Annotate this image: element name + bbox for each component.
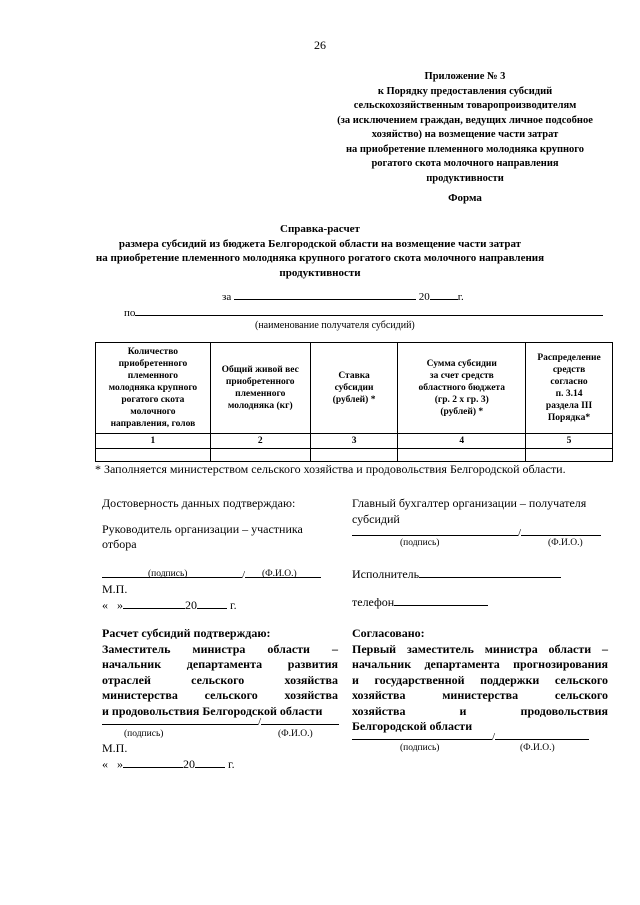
chief-fio: (Ф.И.О.) — [548, 538, 583, 548]
agreed-line: хозяйства и продовольствия — [352, 703, 608, 718]
table-cell[interactable] — [398, 449, 526, 462]
calc-date-blank[interactable] — [123, 756, 183, 768]
confirm-label: Достоверность данных подтверждаю: — [102, 496, 296, 510]
header-cell: Количество приобретенного племенного молодняка крупного рогатого скота молочного направления, голов — [96, 343, 211, 434]
calc-heading: Расчет субсидий подтверждаю: — [102, 626, 271, 640]
calc-signature-line: / — [102, 713, 339, 728]
appendix-line: (за исключением граждан, ведущих личное подсобное — [337, 114, 593, 126]
agreed-fio-blank[interactable] — [495, 728, 589, 740]
agreed-line: Белгородской области — [352, 719, 473, 733]
head-line: отбора — [102, 537, 137, 551]
head-date-blank[interactable] — [123, 597, 185, 609]
title-line: продуктивности — [279, 266, 361, 279]
phone-line: телефон — [352, 594, 488, 611]
chief-signature-blank[interactable] — [352, 524, 518, 536]
agreed-line: и государственной поддержки сельского — [352, 672, 608, 687]
agreed-fio: (Ф.И.О.) — [520, 743, 555, 753]
calc-line: начальник департамента развития — [102, 657, 338, 671]
head-year-blank[interactable] — [197, 597, 227, 609]
appendix-line: к Порядку предоставления субсидий — [377, 85, 553, 97]
chief-line: Главный бухгалтер организации – получателя — [352, 496, 587, 510]
agreed-podpis: (подпись) — [400, 743, 440, 753]
table-cell[interactable] — [526, 449, 613, 462]
column-number: 3 — [310, 434, 398, 449]
header-cell: Распределение средств согласно п. 3.14 раздела III Порядка* — [526, 343, 613, 434]
calc-date: « » 20 г. — [102, 757, 235, 771]
period-g: г. — [457, 291, 464, 303]
head-signature-line: / — [102, 566, 321, 581]
agreed-block — [352, 626, 608, 735]
appendix-header — [300, 70, 630, 186]
head-date: « » 20 г. — [102, 598, 237, 612]
table-number-row — [96, 434, 613, 449]
period-blank[interactable] — [234, 288, 416, 300]
recipient-line — [124, 304, 603, 319]
appendix-line: рогатого скота молочного направления — [371, 158, 559, 169]
period-line — [222, 288, 464, 303]
recipient-blank[interactable] — [135, 304, 603, 316]
calc-block — [102, 626, 338, 719]
table-cell[interactable] — [96, 449, 211, 462]
calc-fio: (Ф.И.О.) — [278, 729, 313, 739]
confirm-block — [102, 496, 342, 553]
chief-block — [352, 496, 622, 527]
subsidy-table — [95, 342, 613, 462]
agreed-line: Первый заместитель министра области – — [352, 641, 608, 656]
calc-line: Заместитель министра области – — [102, 641, 338, 656]
appendix-line: на приобретение племенного молодняка крупного — [345, 143, 585, 155]
period-za: за — [222, 291, 232, 303]
calc-podpis: (подпись) — [124, 729, 164, 739]
executor-blank[interactable] — [419, 566, 561, 578]
head-podpis: (подпись) — [148, 569, 188, 579]
table-cell[interactable] — [210, 449, 310, 462]
agreed-line: хозяйства министерства сельского — [352, 688, 608, 702]
page-number: 26 — [314, 38, 326, 52]
table-row — [96, 449, 613, 462]
agreed-line: начальник департамента прогнозирования — [352, 657, 608, 671]
title-line: размера субсидий из бюджета Белгородской области на возмещение части затрат — [118, 237, 522, 250]
calc-mp: М.П. — [102, 741, 128, 755]
column-number: 4 — [398, 434, 526, 449]
title-line: Справка-расчет — [280, 223, 360, 235]
phone-blank[interactable] — [394, 594, 488, 606]
agreed-heading: Согласовано: — [352, 626, 425, 640]
appendix-line: Приложение № 3 — [424, 71, 506, 82]
calc-line: министерства сельского хозяйства — [102, 688, 338, 702]
table-header-row — [96, 343, 613, 434]
chief-podpis: (подпись) — [400, 538, 440, 548]
recipient-po: по — [124, 307, 136, 319]
head-fio: (Ф.И.О.) — [262, 569, 297, 579]
document-title — [60, 222, 580, 280]
calc-line: и продовольствия Белгородской области — [102, 703, 323, 718]
header-cell: Общий живой вес приобретенного племенного молодняка (кг) — [210, 343, 310, 434]
header-cell: Сумма субсидии за счет средств областного бюджета (гр. 2 х гр. 3) (рублей) * — [398, 343, 526, 434]
appendix-line: сельскохозяйственным товаропроизводителям — [353, 100, 577, 111]
column-number: 5 — [526, 434, 613, 449]
head-line: Руководитель организации – участника — [102, 521, 303, 536]
footnote: * Заполняется министерством сельского хозяйства и продовольствия Белгородской области. — [95, 462, 566, 476]
calc-line: отраслей сельского хозяйства — [102, 672, 338, 687]
chief-fio-blank[interactable] — [521, 524, 601, 536]
chief-line: субсидий — [352, 511, 400, 526]
column-number: 2 — [210, 434, 310, 449]
head-mp: М.П. — [102, 582, 128, 596]
agreed-signature-blank[interactable] — [352, 728, 492, 740]
period-year-prefix: 20 — [418, 291, 430, 303]
appendix-line: продуктивности — [426, 172, 504, 184]
recipient-hint: (наименование получателя субсидий) — [255, 320, 415, 331]
calc-signature-blank[interactable] — [102, 713, 258, 725]
form-label: Форма — [448, 192, 482, 204]
year-blank[interactable] — [430, 288, 458, 300]
calc-fio-blank[interactable] — [261, 713, 339, 725]
header-cell: Ставка субсидии (рублей) * — [310, 343, 398, 434]
executor-line: Исполнитель — [352, 566, 561, 583]
column-number: 1 — [96, 434, 211, 449]
title-line: на приобретение племенного молодняка крупного рогатого скота молочного направления — [95, 252, 545, 264]
calc-year-blank[interactable] — [195, 756, 225, 768]
table-cell[interactable] — [310, 449, 398, 462]
agreed-signature-line: / — [352, 728, 589, 743]
appendix-line: хозяйство) на возмещение части затрат — [371, 129, 559, 140]
chief-signature-line: / — [352, 524, 601, 539]
